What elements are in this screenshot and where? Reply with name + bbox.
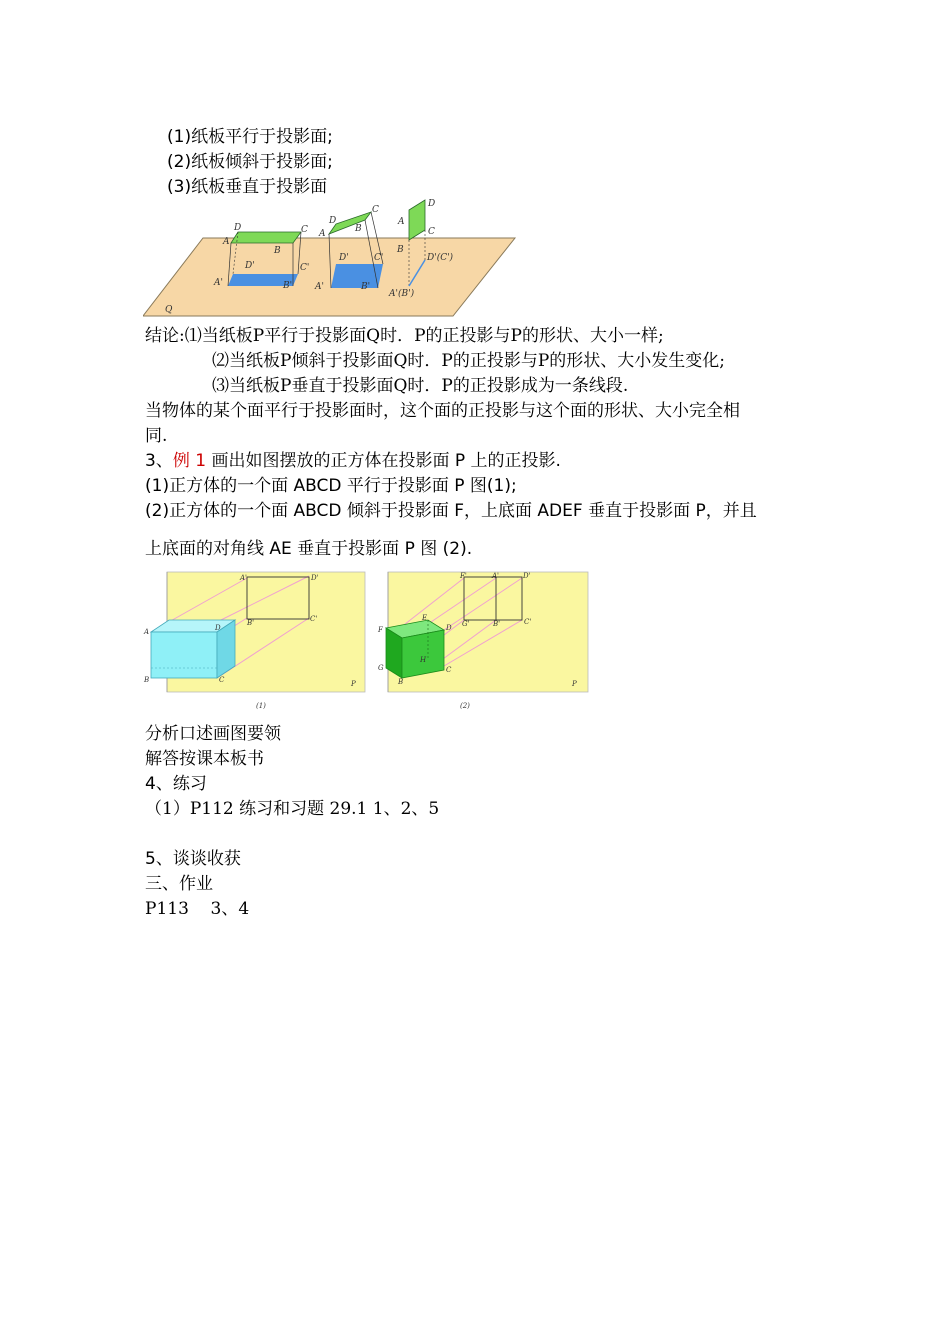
answer-line: 解答按课本板书: [145, 749, 264, 769]
svg-text:D: D: [428, 199, 436, 209]
svg-text:(2): (2): [460, 702, 470, 710]
svg-text:B: B: [398, 678, 404, 686]
svg-text:G: G: [378, 664, 384, 672]
homework-item: P113 3、4: [145, 899, 250, 919]
cube-figure-1: [143, 570, 369, 712]
example-item-1: (1)正方体的一个面 ABCD 平行于投影面 P 图(1);: [145, 476, 517, 496]
svg-text:(1): (1): [256, 702, 266, 710]
svg-text:A'(B'): A'(B'): [389, 289, 415, 299]
svg-text:F: F: [378, 626, 383, 634]
svg-text:D: D: [446, 624, 452, 632]
svg-text:A': A': [315, 282, 324, 292]
svg-text:D': D': [311, 574, 319, 582]
homework-title: 三、作业: [145, 874, 213, 894]
svg-text:D'(C'): D'(C'): [427, 253, 454, 263]
svg-text:C: C: [446, 666, 452, 674]
svg-text:B': B': [361, 282, 371, 292]
svg-text:C: C: [301, 225, 308, 235]
cube-figure-2: [372, 570, 592, 712]
fig1-cube: [151, 632, 217, 678]
svg-text:C': C': [310, 615, 318, 623]
example-heading: 3、例 1 画出如图摆放的正方体在投影面 P 上的正投影.: [145, 451, 561, 471]
svg-text:B: B: [355, 224, 362, 234]
svg-text:A': A': [240, 574, 247, 582]
svg-text:F': F': [460, 572, 467, 580]
svg-text:C': C': [300, 263, 310, 273]
svg-text:D': D': [523, 572, 531, 580]
svg-text:C': C': [374, 253, 384, 263]
svg-text:C: C: [372, 205, 379, 215]
summary-line-a: 当物体的某个面平行于投影面时，这个面的正投影与这个面的形状、大小完全相: [145, 401, 740, 421]
example-tag: 例 1: [172, 451, 207, 471]
svg-text:D': D': [339, 253, 349, 263]
svg-text:D': D': [245, 261, 255, 271]
svg-text:B': B': [493, 620, 501, 628]
case-3: (3)纸板垂直于投影面: [167, 177, 328, 197]
svg-text:A: A: [398, 217, 405, 227]
svg-text:C: C: [428, 227, 435, 237]
board1: [231, 232, 301, 243]
svg-text:P: P: [351, 680, 356, 688]
practice-title: 4、练习: [145, 774, 207, 794]
svg-text:A': A': [214, 278, 223, 288]
example-item-2b: 上底面的对角线 AE 垂直于投影面 P 图 (2).: [145, 539, 473, 559]
plane-label: Q: [165, 305, 173, 315]
svg-text:P: P: [572, 680, 577, 688]
board-projection-figure: [143, 196, 517, 320]
practice-item: （1）P112 练习和习题 29.1 1、2、5: [145, 799, 440, 819]
board2-shadow: [331, 264, 383, 288]
svg-text:A: A: [319, 229, 326, 239]
svg-text:A: A: [144, 628, 150, 636]
svg-text:B: B: [274, 246, 281, 256]
svg-text:H: H: [420, 656, 427, 664]
svg-text:B': B': [247, 619, 255, 627]
case-1: (1)纸板平行于投影面;: [167, 127, 333, 147]
svg-text:E: E: [422, 614, 428, 622]
case-2: (2)纸板倾斜于投影面;: [167, 152, 333, 172]
svg-text:G': G': [462, 620, 470, 628]
svg-text:D: D: [329, 216, 337, 226]
conclusion-line-3: ⑶当纸板P垂直于投影面Q时．P的正投影成为一条线段.: [212, 376, 629, 396]
conclusion-line-1: 结论:⑴当纸板P平行于投影面Q时．P的正投影与P的形状、大小一样;: [145, 326, 664, 346]
svg-text:A': A': [492, 572, 499, 580]
harvest-title: 5、谈谈收获: [145, 849, 241, 869]
summary-line-b: 同.: [145, 426, 168, 446]
board3: [409, 200, 425, 240]
example-item-2a: (2)正方体的一个面 ABCD 倾斜于投影面 F，上底面 ADEF 垂直于投影面 P，并且: [145, 501, 757, 521]
svg-text:A: A: [223, 237, 230, 247]
plane-q: [143, 238, 515, 316]
conclusion-line-2: ⑵当纸板P倾斜于投影面Q时．P的正投影与P的形状、大小发生变化;: [212, 351, 725, 371]
svg-text:B: B: [397, 245, 404, 255]
svg-text:D: D: [234, 223, 242, 233]
svg-text:C': C': [524, 618, 532, 626]
svg-text:C: C: [219, 676, 225, 684]
svg-text:D: D: [215, 624, 221, 632]
analysis-line: 分析口述画图要领: [145, 724, 281, 744]
svg-text:B: B: [144, 676, 150, 684]
svg-text:B': B': [283, 281, 293, 291]
